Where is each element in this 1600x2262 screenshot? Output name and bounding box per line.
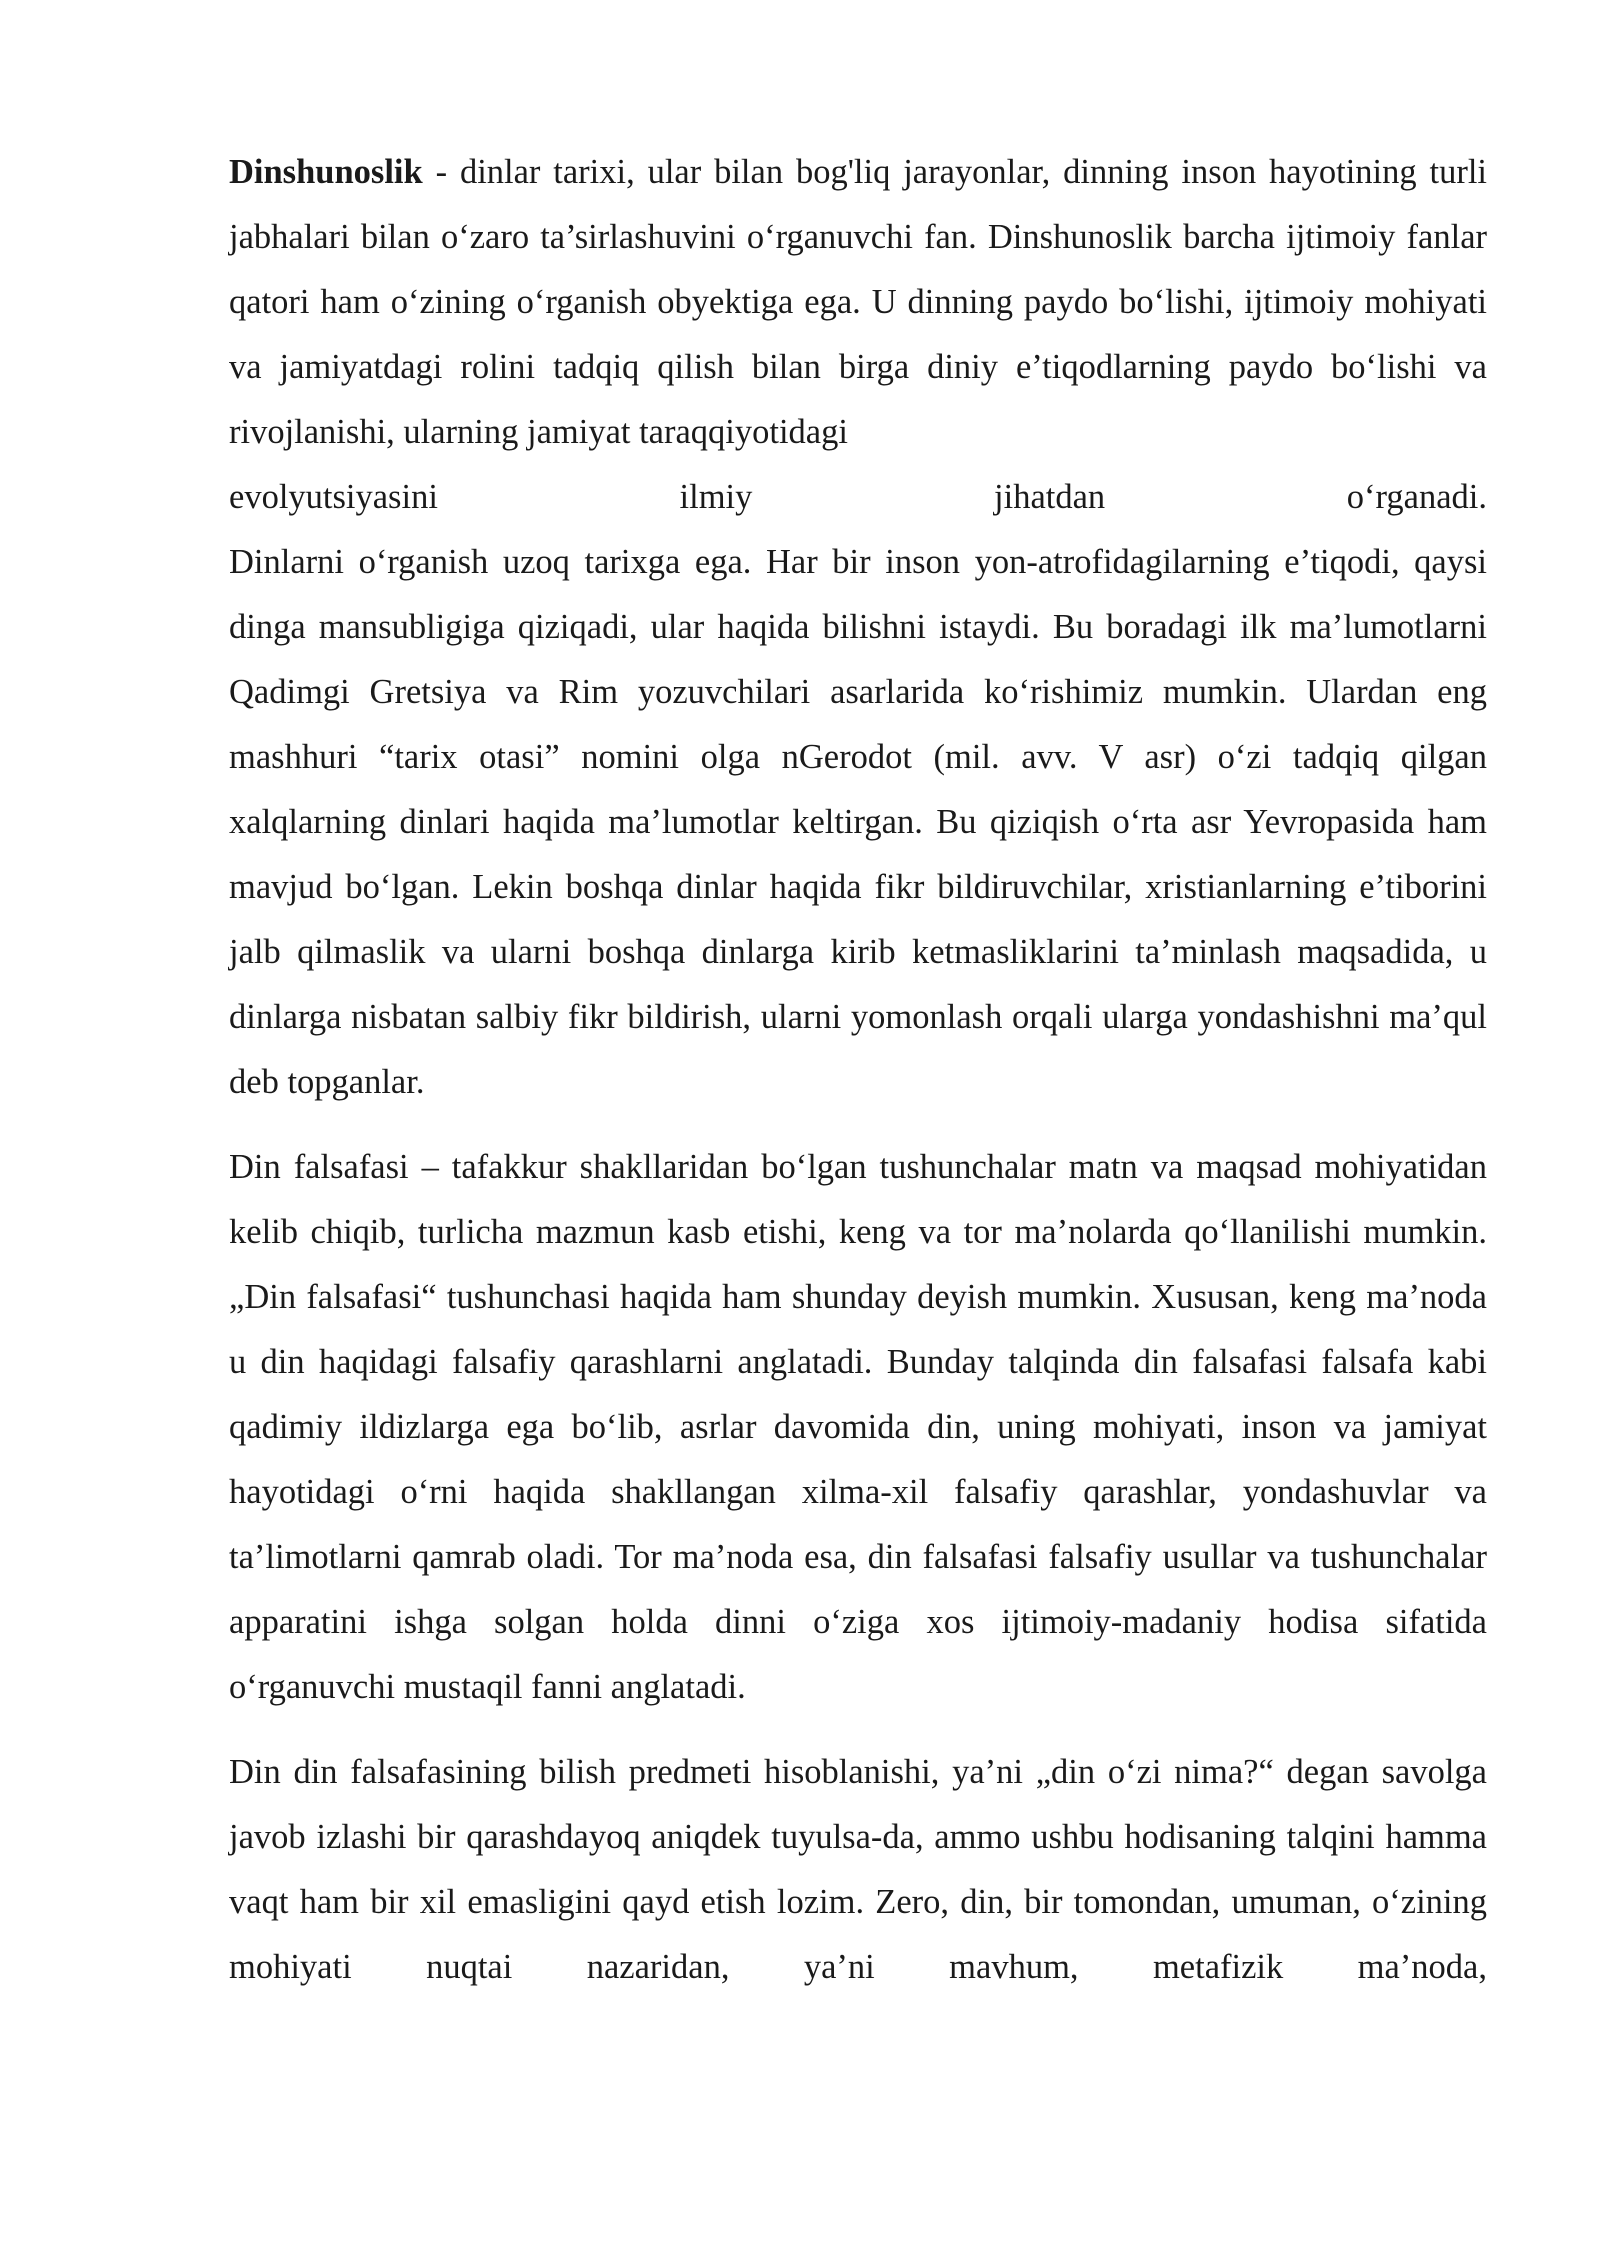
paragraph-text: Din falsafasi – tafakkur shakllaridan bo‘lgan tushunchalar matn va maqsad mohiyatidan kelib chiqib, turlicha mazmun kasb etishi, keng va tor ma’nolarda qo‘llanilishi mumkin. „Din falsafasi“ tushunchasi haqida ham shunday deyish mumkin. Xususan, keng ma’noda u din haqidagi falsafiy qarashlarni anglatadi. Bunday talqinda din falsafasi falsafa kabi qadimiy ildizlarga ega bo‘lib, asrlar davomida din, uning mohiyati, inson va jamiyat hayotidagi o‘rni haqida shakllangan xilma-xil falsafiy qarashlar, yondashuvlar va ta’limotlarni qamrab oladi. Tor ma’noda esa, din falsafasi falsafiy usullar va tushunchalar apparatini ishga solgan holda dinni o‘ziga xos ijtimoiy-madaniy hodisa sifatida o‘rganuvchi mustaqil fanni anglatadi. [229, 1148, 1487, 1706]
paragraph-text: Din din falsafasining bilish predmeti hisoblanishi, ya’ni „din o‘zi nima?“ degan savolga javob izlashi bir qarashdayoq aniqdek tuyulsa-da, ammo ushbu hodisaning talqini hamma vaqt ham bir xil emasligini qayd etish lozim. Zero, din, bir tomondan, umuman, o‘zining mohiyati nuqtai nazaridan, ya’ni mavhum, metafizik ma’noda, [229, 1753, 1487, 1986]
paragraph-text: - dinlar tarixi, ular bilan bog'liq jarayonlar, dinning inson hayotining turli jabhalari bilan o‘zaro ta’sirlashuvini o‘rganuvchi fan. Dinshunoslik barcha ijtimoiy fanlar qatori ham o‘zining o‘rganish obyektiga ega. U dinning paydo bo‘lishi, ijtimoiy mohiyati va jamiyatdagi rolini tadqiq qilish bilan birga diniy e’tiqodlarning paydo bo‘lishi va rivojlanishi, ularning jamiyat taraqqiyotidagi [229, 153, 1487, 451]
spread-line: evolyutsiyasini ilmiy jihatdan o‘rganadi. [229, 478, 1487, 516]
term-dinshunoslik: Dinshunoslik [229, 153, 423, 191]
paragraph-dinshunoslik [229, 140, 1487, 1115]
paragraph-din-falsafasi [229, 1135, 1487, 1720]
paragraph-text: Dinlarni o‘rganish uzoq tarixga ega. Har bir inson yon-atrofidagilarning e’tiqodi, qaysi dinga mansubligiga qiziqadi, ular haqida bilishni istaydi. Bu boradagi ilk ma’lumotlarni Qadimgi Gretsiya va Rim yozuvchilari asarlarida ko‘rishimiz mumkin. Ulardan eng mashhuri “tarix otasi” nomini olga nGerodot (mil. avv. V asr) o‘zi tadqiq qilgan xalqlarning dinlari haqida ma’lumotlar keltirgan. Bu qiziqish o‘rta asr Yevropasida ham mavjud bo‘lgan. Lekin boshqa dinlar haqida fikr bildiruvchilar, xristianlarning e’tiborini jalb qilmaslik va ularni boshqa dinlarga kirib ketmasliklarini ta’minlash maqsadida, u dinlarga nisbatan salbiy fikr bildirish, ularni yomonlash orqali ularga yondashishni ma’qul deb topganlar. [229, 543, 1487, 1101]
paragraph-din-predmeti [229, 1740, 1487, 2000]
document-page [229, 140, 1487, 2020]
